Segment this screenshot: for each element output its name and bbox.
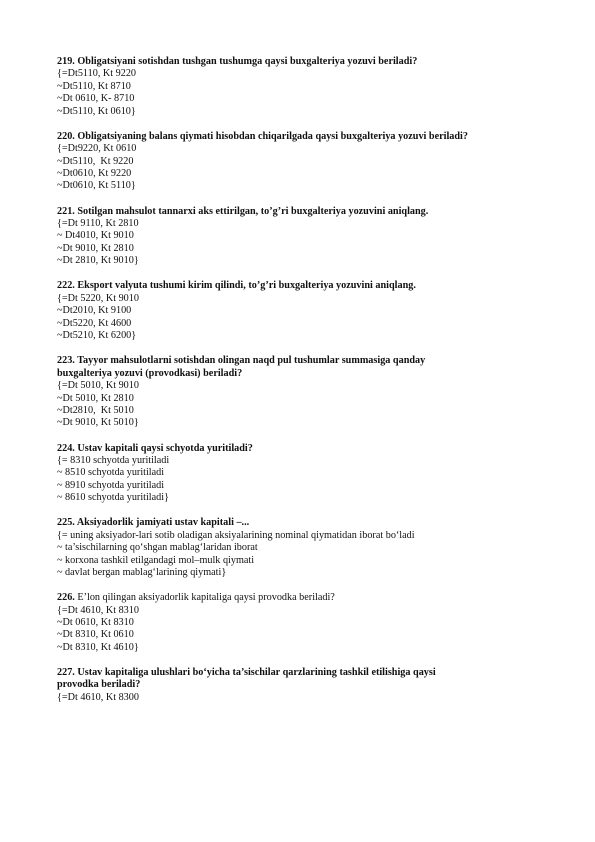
answer-option: ~Dt0610, Kt 5110} (57, 180, 136, 192)
answer-option: ~Dt2010, Kt 9100 (57, 305, 132, 317)
question-text-continued: buxgalteriya yozuvi (provodkasi) beriladi? (57, 367, 243, 379)
answer-option: {= uning aksiyador-lari sotib oladigan aksiyalarining nominal qiymatidan iborat bo‘ladi (57, 529, 415, 541)
answer-option: ~ 8910 schyotda yuritiladi (57, 479, 165, 491)
answer-option: ~ 8610 schyotda yuritiladi} (57, 492, 169, 504)
answer-option: ~Dt 8310, Kt 4610} (57, 641, 139, 653)
question-text: 219. Obligatsiyani sotishdan tushgan tushumga qaysi buxgalteriya yozuvi beriladi? (57, 56, 418, 67)
answer-option: ~ Dt4010, Kt 9010 (57, 230, 134, 242)
document-page (57, 56, 557, 717)
question-text: 220. Obligatsiyaning balans qiymati hisobdan chiqarilgada qaysi buxgalteriya yozuvi beriladi? (57, 130, 468, 142)
question-text: 224. Ustav kapitali qaysi schyotda yuritiladi? (57, 442, 253, 454)
answer-option: {=Dt 4610, Kt 8310 (57, 604, 139, 616)
question-220 (57, 131, 557, 193)
question-text-continued: provodka beriladi? (57, 679, 141, 691)
answer-option: ~Dt5110, Kt 8710 (57, 80, 131, 92)
question-text: 226. E’lon qilingan aksiyadorlik kapitaliga qaysi provodka beriladi? (57, 592, 335, 604)
answer-option: ~Dt 9010, Kt 2810 (57, 242, 134, 254)
question-222 (57, 280, 557, 342)
question-text: 225. Aksiyadorlik jamiyati ustav kapitali –... (57, 517, 250, 529)
answer-option: {= 8310 schyotda yuritiladi (57, 454, 170, 466)
question-text: 227. Ustav kapitaliga ulushlari bo‘yicha ta’sischilar qarzlarining tashkil etilishiga qaysi (57, 667, 436, 679)
answer-option: {=Dt 4610, Kt 8300 (57, 691, 139, 703)
question-text: 222. Eksport valyuta tushumi kirim qilindi, to’g’ri buxgalteriya yozuvini aniqlang. (57, 280, 416, 292)
answer-option: ~ 8510 schyotda yuritiladi (57, 467, 165, 479)
answer-option: ~Dt 9010, Kt 5010} (57, 417, 139, 429)
answer-option: ~Dt5210, Kt 6200} (57, 330, 137, 342)
question-221 (57, 206, 557, 268)
question-223 (57, 355, 557, 429)
answer-option: ~Dt5110, Kt 0610} (57, 105, 136, 117)
answer-option: ~Dt 5010, Kt 2810 (57, 392, 134, 404)
answer-option: ~Dt0610, Kt 9220 (57, 168, 132, 180)
answer-option: {=Dt 5010, Kt 9010 (57, 380, 139, 392)
answer-option: ~Dt5220, Kt 4600 (57, 317, 132, 329)
answer-option: ~ ta’sischilarning qo‘shgan mablag‘laridan iborat (57, 542, 258, 554)
answer-option: {=Dt 5220, Kt 9010 (57, 292, 139, 304)
question-226 (57, 592, 557, 654)
answer-option: {=Dt 9110, Kt 2810 (57, 218, 139, 230)
answer-option: ~Dt 0610, Kt 8310 (57, 617, 134, 629)
answer-option: ~Dt5110, Kt 9220 (57, 155, 134, 167)
answer-option: ~Dt 8310, Kt 0610 (57, 629, 134, 641)
answer-option: ~Dt 0610, K- 8710 (57, 93, 135, 105)
answer-option: ~Dt2810, Kt 5010 (57, 404, 134, 416)
question-text: 223. Tayyor mahsulotlarni sotishdan olingan naqd pul tushumlar summasiga qanday (57, 355, 426, 367)
answer-option: ~ davlat bergan mablag‘larining qiymati} (57, 567, 227, 578)
question-227 (57, 667, 557, 704)
answer-option: ~ korxona tashkil etilgandagi mol–mulk qiymati (57, 554, 255, 566)
question-text: 221. Sotilgan mahsulot tannarxi aks ettirilgan, to’g’ri buxgalteriya yozuvini aniqlang. (57, 205, 429, 217)
question-219 (57, 56, 557, 118)
question-224 (57, 443, 557, 505)
answer-option: {=Dt5110, Kt 9220 (57, 68, 137, 80)
answer-option: {=Dt9220, Kt 0610 (57, 143, 137, 155)
question-225 (57, 517, 557, 579)
answer-option: ~Dt 2810, Kt 9010} (57, 255, 139, 267)
